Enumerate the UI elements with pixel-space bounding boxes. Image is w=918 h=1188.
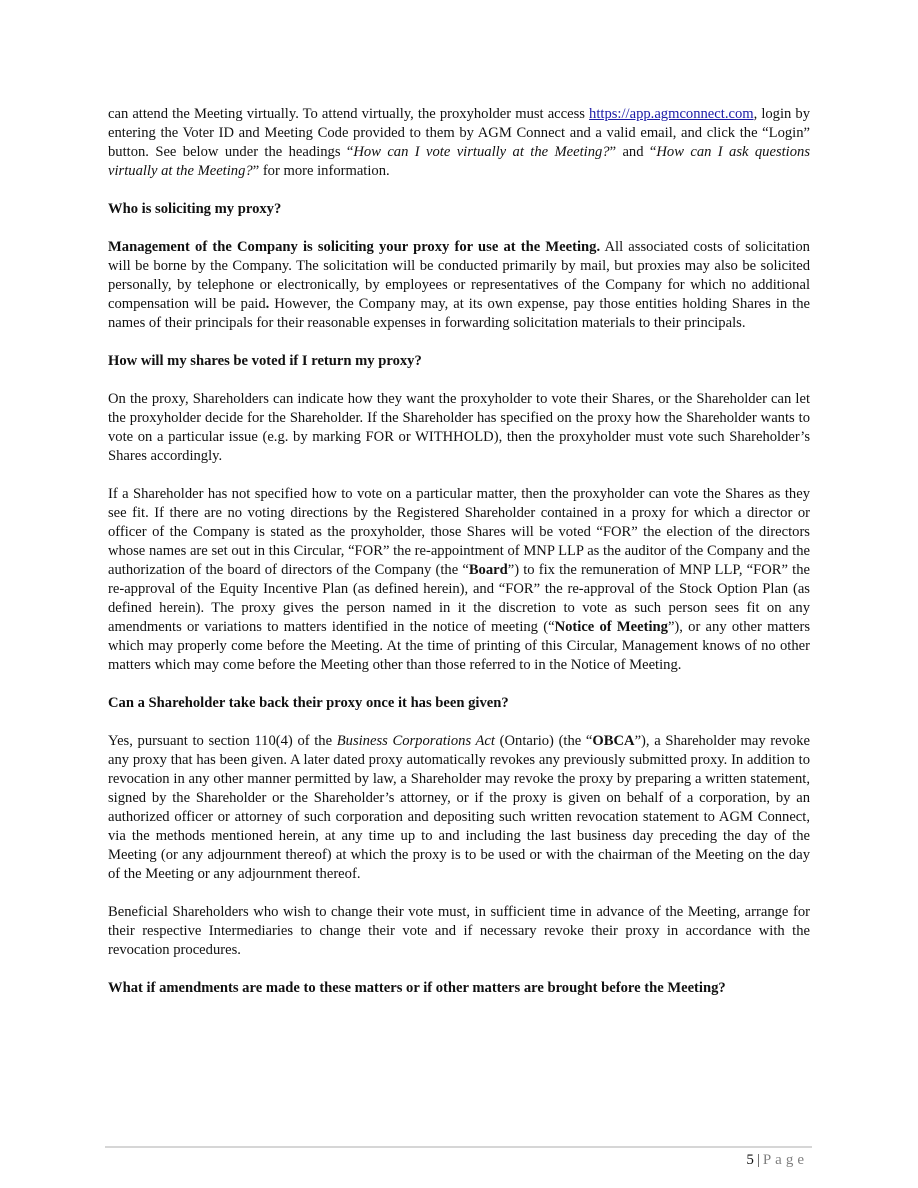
document-page <box>108 105 810 998</box>
agmconnect-link[interactable]: https://app.agmconnect.com <box>589 106 754 122</box>
paragraph-unspecified-vote: If a Shareholder has not specified how to vote on a particular matter, then the proxyholder can vote the Shares as they see fit. If there are no voting directions by the Registered Shareholder contained in a proxy for which a director or officer of the Company is stated as the proxyholder, those Shares will be voted “FOR” the election of the directors whose names are set out in this Circular, “FOR” the re-appointment of MNP LLP as the auditor of the Company and the authorization of the board of directors of the Company (the “Board”) to fix the remuneration of MNP LLP, “FOR” the re-approval of the Equity Incentive Plan (as defined herein), and “FOR” the re-approval of the Stock Option Plan (as defined herein). The proxy gives the person named in it the discretion to vote as such person sees fit on any amendments or variations to matters identified in the notice of meeting (“Notice of Meeting”), or any other matters which may properly come before the Meeting. At the time of printing of this Circular, Management knows of no other matters which may come before the Meeting other than those referred to in the Notice of Meeting. <box>108 486 811 673</box>
heading-who-is-soliciting: Who is soliciting my proxy? <box>108 201 282 217</box>
heading-how-shares-voted: How will my shares be voted if I return my proxy? <box>108 353 422 369</box>
paragraph-revocation: Yes, pursuant to section 110(4) of the Business Corporations Act (Ontario) (the “OBCA”), a Shareholder may revoke any proxy that has been given. A later dated proxy automatically revokes any previously submitted proxy. In addition to revocation in any other manner permitted by law, a Shareholder may revoke the proxy by preparing a written statement, signed by the Shareholder or the Shareholder’s attorney, or if the proxy is given on behalf of a corporation, by an authorized officer or attorney of such corporation and depositing such written revocation statement to AGM Connect, via the methods mentioned herein, at any time up to and including the last business day preceding the day of the Meeting (or any adjournment thereof) at which the proxy is to be used or with the chairman of the Meeting on the day of the Meeting or any adjournment thereof. <box>108 733 810 882</box>
footer-separator: | <box>756 1152 760 1168</box>
heading-amendments: What if amendments are made to these matters or if other matters are brought before the Meeting? <box>108 980 726 996</box>
paragraph-beneficial-shareholders: Beneficial Shareholders who wish to change their vote must, in sufficient time in advance of the Meeting, arrange for their respective Intermediaries to change their vote and if necessary revoke their proxy in accordance with the revocation procedures. <box>108 904 810 958</box>
paragraph-proxy-indication: On the proxy, Shareholders can indicate how they want the proxyholder to vote their Shares, or the Shareholder can let the proxyholder decide for the Shareholder. If the Shareholder has specified on the proxy how the Shareholder wants to vote on a particular issue (e.g. by marking FOR or WITHHOLD), then the proxyholder must vote such Shareholder’s Shares accordingly. <box>108 391 810 464</box>
page-number: 5 <box>746 1152 754 1168</box>
page-footer <box>746 1152 808 1169</box>
footer-divider <box>105 1146 812 1148</box>
paragraph-solicitation: Management of the Company is soliciting your proxy for use at the Meeting. All associated costs of solicitation will be borne by the Company. The solicitation will be conducted primarily by mail, but proxies may also be solicited personally, by telephone or electronically, by employees or representatives of the Company for which no additional compensation will be paid. However, the Company may, at its own expense, pay those entities holding Shares in the names of their principals for their reasonable expenses in forwarding solicitation materials to their principals. <box>108 239 811 331</box>
page-label: Page <box>762 1152 808 1168</box>
heading-take-back-proxy: Can a Shareholder take back their proxy once it has been given? <box>108 695 509 711</box>
paragraph-virtual-attendance: can attend the Meeting virtually. To attend virtually, the proxyholder must access https://app.agmconnect.com, login by entering the Voter ID and Meeting Code provided to them by AGM Connect and a valid email, and click the “Login” button. See below under the headings “How can I vote virtually at the Meeting?” and “How can I ask questions virtually at the Meeting?” for more information. <box>108 106 810 179</box>
